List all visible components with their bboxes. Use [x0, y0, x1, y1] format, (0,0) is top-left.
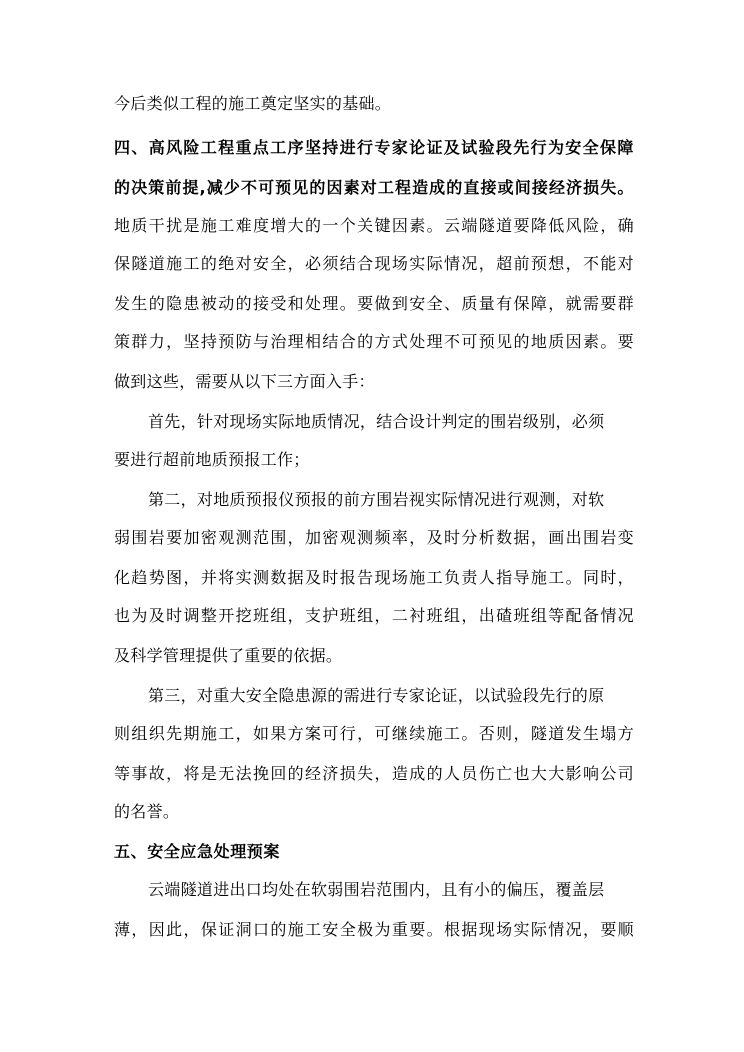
text-line-continuation: 今后类似工程的施工奠定坚实的基础。	[114, 94, 392, 113]
section-heading-four-line-2: 的决策前提,减少不可预见的因素对工程造成的直接或间接经济损失。	[114, 178, 634, 197]
paragraph-line: 等事故，将是无法挽回的经济损失，造成的人员伤亡也大大影响公司	[114, 764, 634, 783]
paragraph-line: 也为及时调整开挖班组，支护班组，二衬班组，出碴班组等配备情况	[114, 606, 634, 625]
paragraph-line: 发生的隐患被动的接受和处理。要做到安全、质量有保障，就需要群	[114, 294, 634, 313]
paragraph-line: 保隧道施工的绝对安全，必须结合现场实际情况，超前预想，不能对	[114, 254, 634, 273]
paragraph-second-line: 第二，对地质预报仪预报的前方围岩视实际情况进行观测，对软	[148, 490, 605, 509]
paragraph-line: 要进行超前地质预报工作；	[114, 450, 310, 469]
paragraph-line: 地质干扰是施工难度增大的一个关键因素。云端隧道要降低风险，确	[114, 216, 634, 235]
paragraph-line: 则组织先期施工，如果方案可行，可继续施工。否则，隧道发生塌方	[114, 724, 634, 743]
paragraph-line: 策群力，坚持预防与治理相结合的方式处理不可预见的地质因素。要	[114, 332, 634, 351]
paragraph-line: 及科学管理提供了重要的依据。	[114, 646, 343, 665]
paragraph-line: 薄，因此，保证洞口的施工安全极为重要。根据现场实际情况，要顺	[114, 920, 634, 939]
section-heading-five: 五、安全应急处理预案	[114, 842, 281, 861]
paragraph-line: 的名誉。	[114, 802, 180, 821]
section-heading-four-line-1: 四、高风险工程重点工序坚持进行专家论证及试验段先行为安全保障	[114, 138, 634, 157]
paragraph-first-line: 首先，针对现场实际地质情况，结合设计判定的围岩级别，必须	[148, 412, 605, 431]
paragraph-line: 弱围岩要加密观测范围，加密观测频率，及时分析数据，画出围岩变	[114, 528, 634, 547]
paragraph-first-line: 云端隧道进出口均处在软弱围岩范围内，且有小的偏压，覆盖层	[148, 880, 605, 899]
paragraph-line: 做到这些，需要从以下三方面入手：	[114, 372, 375, 391]
paragraph-line: 化趋势图，并将实测数据及时报告现场施工负责人指导施工。同时，	[114, 568, 634, 587]
paragraph-third-line: 第三，对重大安全隐患源的需进行专家论证，以试验段先行的原	[148, 686, 605, 705]
